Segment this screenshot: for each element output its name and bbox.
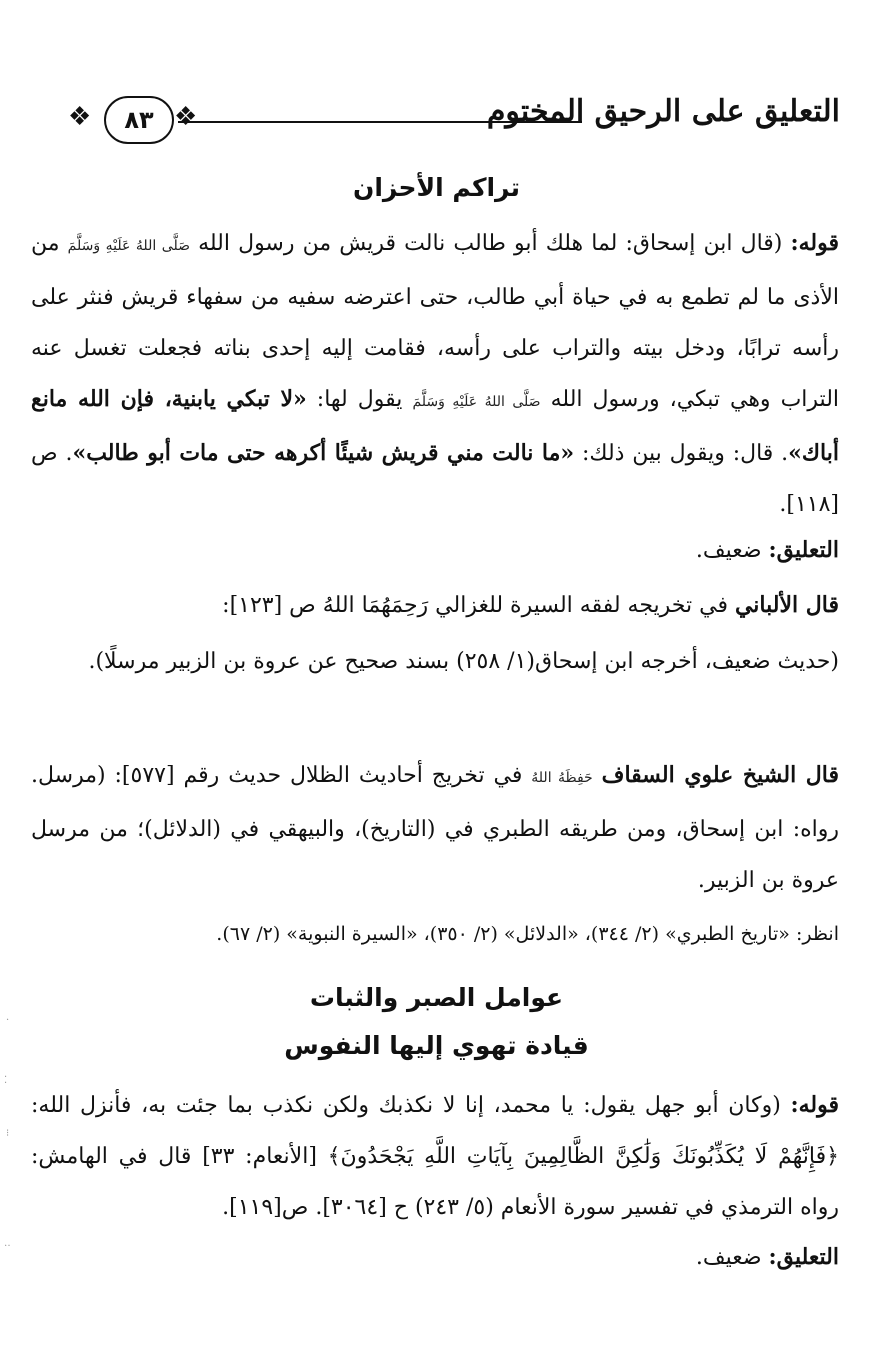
paragraph-text: (وكان أبو جهل يقول: يا محمد، إنا لا نكذبك ولكن نكذب بما جئت به، فأنزل الله:	[31, 1093, 791, 1118]
paragraph-label: قوله:	[790, 230, 840, 256]
section-heading: تراكم الأحزان	[352, 173, 521, 202]
albani-label: قال الألباني	[734, 592, 839, 618]
quran-verse: ﴿فَإِنَّهُمْ لَا يُكَذِّبُونَكَ وَلَٰكِنَّ الظَّالِمِينَ بِآيَاتِ اللَّهِ يَجْحَدُونَ﴾	[327, 1144, 840, 1169]
paragraph-text: من الأذى ما لم تطمع به في حياة أبي طالب، حتى اعترضه سفيه من سفهاء قريش فنثر على رأسه ترابًا، ودخل بيته والتراب على رأسه، فقامت إليه إحدى بناته فجعلت تغسل عنه التراب وهي تبكي، ورسول الله	[31, 231, 840, 412]
section-subheading: قيادة تهوي إليها النفوس	[284, 1031, 589, 1060]
paragraph-text: (قال ابن إسحاق: لما هلك أبو طالب نالت قريش من رسول الله	[189, 231, 791, 256]
paragraph-text: . قال: ويقول بين ذلك:	[574, 441, 789, 466]
page-number-frame	[60, 96, 210, 146]
saqqaf-paragraph	[31, 750, 839, 906]
commentary-text: ضعيف.	[695, 1245, 769, 1270]
paragraph-text: . ص [١١٨].	[31, 441, 839, 517]
commentary-text: ضعيف.	[695, 538, 769, 563]
hadith-quote: «ما نالت مني قريش شيئًا أكرهه حتى مات أبو طالب»	[72, 440, 575, 466]
scan-speck: ⁝	[6, 1128, 10, 1139]
paragraph-label: قوله:	[790, 1092, 839, 1118]
ornament-right-icon: ❖	[174, 102, 198, 132]
paragraph-text: قال في الهامش: رواه الترمذي في تفسير سورة الأنعام (٥/ ٢٤٣) ح [٣٠٦٤]. ص[١١٩].	[31, 1144, 839, 1220]
ornament-left-icon: ❖	[68, 102, 92, 132]
paragraph-main	[31, 1080, 839, 1233]
honorific-text: حَفِظَهُ اللهُ	[531, 770, 593, 786]
scan-speck: ·	[6, 1015, 10, 1026]
albani-line	[31, 580, 839, 631]
saqqaf-text: في تخريج أحاديث الظلال حديث رقم [٥٧٧]: (مرسل. رواه: ابن إسحاق، ومن طريقه الطبري في (التاريخ)، والبيهقي في (الدلائل)؛ من مرسل عروة بن الزبير.	[31, 763, 839, 893]
reference-note: انظر: «تاريخ الطبري» (٢/ ٣٤٤)، «الدلائل» (٢/ ٣٥٠)، «السيرة النبوية» (٢/ ٦٧).	[216, 923, 839, 945]
commentary-line	[31, 1232, 839, 1283]
book-title: التعليق على الرحيق المختوم	[486, 94, 840, 129]
commentary-line	[31, 525, 839, 576]
saqqaf-label: قال الشيخ علوي السقاف	[601, 762, 839, 788]
honorific-text: صَلَّى اللهُ عَلَيْهِ وَسَلَّمَ	[412, 394, 541, 410]
albani-text: في تخريجه لفقه السيرة للغزالي رَحِمَهُمَا اللهُ ص [١٢٣]:	[222, 593, 735, 618]
commentary-label: التعليق:	[768, 537, 839, 563]
header-rule	[178, 121, 582, 123]
section-heading: عوامل الصبر والثبات	[309, 983, 564, 1012]
scan-speck: ⁚	[4, 1075, 8, 1086]
paragraph-main	[31, 218, 839, 530]
honorific-text: صَلَّى اللهُ عَلَيْهِ وَسَلَّمَ	[67, 238, 190, 254]
verse-reference: [الأنعام: ٣٣]	[202, 1144, 328, 1169]
page-number: ٨٣	[104, 96, 174, 144]
albani-quote: (حديث ضعيف، أخرجه ابن إسحاق(١/ ٢٥٨) بسند صحيح عن عروة بن الزبير مرسلًا).	[88, 649, 839, 674]
page-header	[60, 88, 840, 158]
hadith-quote: «لا تبكي يابنية، فإن الله مانع أباك»	[31, 386, 839, 466]
paragraph-text: يقول لها:	[306, 387, 413, 412]
commentary-label: التعليق:	[768, 1244, 839, 1270]
scan-speck: ‥	[4, 1238, 11, 1249]
